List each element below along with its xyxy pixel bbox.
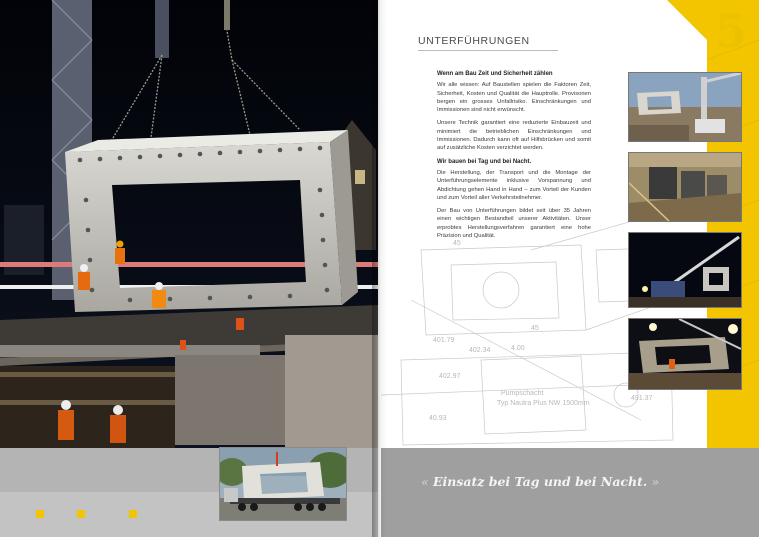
paragraph: Die Herstellung, der Transport und die Montage der Unterführungselemente inklusive Vorspannung und Abdichtung gehen Hand in Hand – zum Vorteil der Kunden und zum Vorteil aller Verkehrsteilnehmer. <box>437 169 591 201</box>
paragraph: Der Bau von Unterführungen bildet seit über 35 Jahren einen wichtigen Bestandteil unserer Aktivitäten. Unser erprobtes Herstellungsverfahren garantiert eine hohe Präzision und Qualität. <box>437 208 591 240</box>
right-footer-band <box>381 448 759 537</box>
title-underline <box>418 50 558 51</box>
yellow-square-marker <box>77 510 85 518</box>
svg-text:402.34: 402.34 <box>469 347 491 354</box>
svg-text:401.79: 401.79 <box>433 337 455 344</box>
svg-text:402.97: 402.97 <box>439 373 461 380</box>
svg-text:491.37: 491.37 <box>631 395 653 402</box>
svg-text:40.93: 40.93 <box>429 415 447 422</box>
section-title: UNTERFÜHRUNGEN <box>418 35 530 47</box>
svg-text:Pumpschacht: Pumpschacht <box>501 390 544 397</box>
page-number: 5 <box>714 4 747 58</box>
quote-open-mark: « <box>421 474 429 489</box>
side-photo-excavation <box>628 72 742 142</box>
svg-text:45: 45 <box>453 240 461 247</box>
left-page <box>0 0 378 537</box>
main-photo <box>0 0 378 448</box>
side-photo-factory <box>628 152 742 222</box>
yellow-square-marker <box>36 510 44 518</box>
tagline-text: Einsatz bei Tag und bei Nacht. <box>433 474 648 489</box>
svg-text:Typ Nautra Plus NW 1500mm: Typ Nautra Plus NW 1500mm <box>497 400 590 407</box>
book-gutter-shadow <box>372 0 394 537</box>
side-photo-night-install <box>628 318 742 390</box>
svg-text:4.00: 4.00 <box>511 345 525 352</box>
right-page <box>381 0 759 537</box>
heading-day-night: Wir bauen bei Tag und bei Nacht. <box>437 158 532 165</box>
paragraph: Wir alle wissen: Auf Baustellen spielen die Faktoren Zeit, Sicherheit, Kosten und Qualität die Hauptrolle. Provisorien bergen ein grosses Unfallrisiko. Einschränkungen und Immissionen sind nicht erwünscht. <box>437 82 591 114</box>
quote-close-mark: » <box>651 474 660 489</box>
paragraph: Unsere Technik garantiert eine reduzierte Einbauzeit und minimiert die betrieblichen Einschränkungen und Immissionen. Dadurch kann oft auf Hilfsbrücken und somit auf zusätzliche Kosten verzichtet werden. <box>437 120 591 152</box>
footer-thumbnail-photo <box>219 447 347 521</box>
heading-time-safety: Wenn am Bau Zeit und Sicherheit zählen <box>437 71 553 77</box>
body-text-column <box>437 70 591 245</box>
svg-text:45: 45 <box>531 325 539 332</box>
side-photo-night-crane <box>628 232 742 308</box>
tagline-quote <box>421 474 659 489</box>
yellow-square-marker <box>129 510 137 518</box>
